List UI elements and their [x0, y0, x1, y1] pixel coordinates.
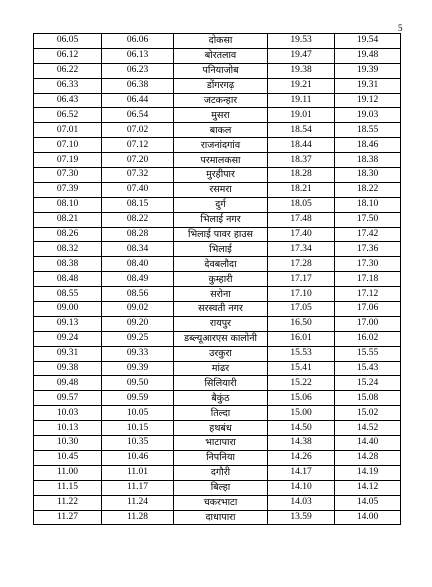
station-name-cell: परमालकसा	[174, 153, 268, 168]
up-arrival-cell: 15.22	[268, 376, 335, 391]
table-row	[34, 138, 401, 153]
table-row	[34, 242, 401, 257]
timetable-body	[34, 34, 401, 525]
up-departure-cell: 14.12	[335, 480, 401, 495]
up-departure-cell: 19.03	[335, 108, 401, 123]
down-arrival-cell: 06.22	[34, 63, 102, 78]
up-arrival-cell: 17.48	[268, 212, 335, 227]
table-row	[34, 376, 401, 391]
down-departure-cell: 09.25	[102, 331, 174, 346]
station-name-cell: सिलियारी	[174, 376, 268, 391]
down-arrival-cell: 08.55	[34, 287, 102, 302]
up-departure-cell: 14.05	[335, 495, 401, 510]
up-arrival-cell: 17.28	[268, 257, 335, 272]
down-arrival-cell: 09.13	[34, 316, 102, 331]
station-name-cell: उरकुरा	[174, 346, 268, 361]
table-row	[34, 78, 401, 93]
station-name-cell: भिलाई नगर	[174, 212, 268, 227]
down-departure-cell: 06.38	[102, 78, 174, 93]
page-number: 5	[398, 23, 403, 33]
up-departure-cell: 17.00	[335, 316, 401, 331]
down-departure-cell: 06.06	[102, 34, 174, 49]
down-arrival-cell: 09.57	[34, 391, 102, 406]
up-arrival-cell: 14.10	[268, 480, 335, 495]
up-departure-cell: 19.31	[335, 78, 401, 93]
up-arrival-cell: 15.06	[268, 391, 335, 406]
down-departure-cell: 06.13	[102, 48, 174, 63]
table-row	[34, 406, 401, 421]
station-name-cell: तिल्दा	[174, 406, 268, 421]
down-departure-cell: 10.15	[102, 421, 174, 436]
table-row	[34, 168, 401, 183]
table-row	[34, 212, 401, 227]
station-name-cell: डब्ल्यूआरएस कालोनी	[174, 331, 268, 346]
down-arrival-cell: 09.24	[34, 331, 102, 346]
up-arrival-cell: 18.21	[268, 182, 335, 197]
station-name-cell: बैकुंठ	[174, 391, 268, 406]
down-arrival-cell: 10.30	[34, 436, 102, 451]
up-departure-cell: 17.36	[335, 242, 401, 257]
up-departure-cell: 18.46	[335, 138, 401, 153]
station-name-cell: बाकल	[174, 123, 268, 138]
down-departure-cell: 07.40	[102, 182, 174, 197]
station-name-cell: जटकन्हार	[174, 93, 268, 108]
up-arrival-cell: 17.17	[268, 272, 335, 287]
table-row	[34, 108, 401, 123]
station-name-cell: दाधापारा	[174, 510, 268, 525]
up-arrival-cell: 18.05	[268, 197, 335, 212]
station-name-cell: दोकसा	[174, 34, 268, 49]
up-arrival-cell: 15.41	[268, 361, 335, 376]
up-departure-cell: 19.12	[335, 93, 401, 108]
down-arrival-cell: 09.48	[34, 376, 102, 391]
station-name-cell: बोरतलाव	[174, 48, 268, 63]
up-arrival-cell: 17.34	[268, 242, 335, 257]
station-name-cell: हथबंध	[174, 421, 268, 436]
table-row	[34, 182, 401, 197]
table-row	[34, 63, 401, 78]
table-row	[34, 361, 401, 376]
up-departure-cell: 17.18	[335, 272, 401, 287]
station-name-cell: कुम्हारी	[174, 272, 268, 287]
up-departure-cell: 14.52	[335, 421, 401, 436]
up-arrival-cell: 19.38	[268, 63, 335, 78]
down-departure-cell: 09.50	[102, 376, 174, 391]
down-arrival-cell: 08.32	[34, 242, 102, 257]
table-row	[34, 436, 401, 451]
down-departure-cell: 10.05	[102, 406, 174, 421]
up-departure-cell: 15.43	[335, 361, 401, 376]
down-arrival-cell: 08.21	[34, 212, 102, 227]
table-row	[34, 197, 401, 212]
table-row	[34, 421, 401, 436]
station-name-cell: दुर्ग	[174, 197, 268, 212]
down-arrival-cell: 06.33	[34, 78, 102, 93]
up-departure-cell: 18.55	[335, 123, 401, 138]
station-name-cell: रसमरा	[174, 182, 268, 197]
table-row	[34, 346, 401, 361]
up-arrival-cell: 14.50	[268, 421, 335, 436]
down-arrival-cell: 08.48	[34, 272, 102, 287]
down-departure-cell: 08.15	[102, 197, 174, 212]
table-row	[34, 287, 401, 302]
station-name-cell: सरोना	[174, 287, 268, 302]
table-row	[34, 316, 401, 331]
down-arrival-cell: 09.31	[34, 346, 102, 361]
down-arrival-cell: 09.38	[34, 361, 102, 376]
station-name-cell: देवबलौदा	[174, 257, 268, 272]
table-row	[34, 510, 401, 525]
up-arrival-cell: 13.59	[268, 510, 335, 525]
down-departure-cell: 08.34	[102, 242, 174, 257]
station-name-cell: चकरभाटा	[174, 495, 268, 510]
up-arrival-cell: 19.11	[268, 93, 335, 108]
table-row	[34, 450, 401, 465]
table-row	[34, 93, 401, 108]
up-departure-cell: 15.02	[335, 406, 401, 421]
down-arrival-cell: 06.12	[34, 48, 102, 63]
station-name-cell: राजनांदगांव	[174, 138, 268, 153]
up-arrival-cell: 18.44	[268, 138, 335, 153]
table-row	[34, 227, 401, 242]
down-departure-cell: 11.28	[102, 510, 174, 525]
down-arrival-cell: 11.22	[34, 495, 102, 510]
table-row	[34, 272, 401, 287]
up-departure-cell: 14.00	[335, 510, 401, 525]
station-name-cell: रायपुर	[174, 316, 268, 331]
down-departure-cell: 06.23	[102, 63, 174, 78]
down-arrival-cell: 07.01	[34, 123, 102, 138]
up-arrival-cell: 19.01	[268, 108, 335, 123]
up-departure-cell: 18.10	[335, 197, 401, 212]
table-row	[34, 391, 401, 406]
table-row	[34, 48, 401, 63]
station-name-cell: दगौरी	[174, 465, 268, 480]
station-name-cell: सरस्वती नगर	[174, 302, 268, 317]
up-departure-cell: 19.48	[335, 48, 401, 63]
table-row	[34, 495, 401, 510]
table-row	[34, 34, 401, 49]
up-departure-cell: 15.24	[335, 376, 401, 391]
down-departure-cell: 08.40	[102, 257, 174, 272]
down-arrival-cell: 07.39	[34, 182, 102, 197]
table-row	[34, 123, 401, 138]
down-arrival-cell: 08.26	[34, 227, 102, 242]
station-name-cell: बिल्हा	[174, 480, 268, 495]
up-arrival-cell: 15.00	[268, 406, 335, 421]
down-arrival-cell: 07.10	[34, 138, 102, 153]
up-departure-cell: 17.42	[335, 227, 401, 242]
down-departure-cell: 09.02	[102, 302, 174, 317]
up-departure-cell: 17.12	[335, 287, 401, 302]
station-name-cell: मांढर	[174, 361, 268, 376]
down-arrival-cell: 06.52	[34, 108, 102, 123]
down-departure-cell: 10.46	[102, 450, 174, 465]
up-arrival-cell: 14.03	[268, 495, 335, 510]
down-arrival-cell: 08.10	[34, 197, 102, 212]
down-departure-cell: 08.49	[102, 272, 174, 287]
down-departure-cell: 08.22	[102, 212, 174, 227]
up-departure-cell: 19.39	[335, 63, 401, 78]
up-departure-cell: 18.38	[335, 153, 401, 168]
down-arrival-cell: 10.45	[34, 450, 102, 465]
down-departure-cell: 06.44	[102, 93, 174, 108]
down-departure-cell: 09.39	[102, 361, 174, 376]
down-arrival-cell: 06.05	[34, 34, 102, 49]
up-arrival-cell: 19.47	[268, 48, 335, 63]
table-row	[34, 480, 401, 495]
up-arrival-cell: 18.37	[268, 153, 335, 168]
down-departure-cell: 09.33	[102, 346, 174, 361]
up-arrival-cell: 17.10	[268, 287, 335, 302]
down-departure-cell: 06.54	[102, 108, 174, 123]
down-departure-cell: 09.20	[102, 316, 174, 331]
up-departure-cell: 17.06	[335, 302, 401, 317]
up-arrival-cell: 17.05	[268, 302, 335, 317]
up-arrival-cell: 14.26	[268, 450, 335, 465]
up-departure-cell: 17.50	[335, 212, 401, 227]
down-departure-cell: 07.32	[102, 168, 174, 183]
down-departure-cell: 09.59	[102, 391, 174, 406]
up-arrival-cell: 15.53	[268, 346, 335, 361]
table-row	[34, 302, 401, 317]
down-departure-cell: 11.24	[102, 495, 174, 510]
down-departure-cell: 07.12	[102, 138, 174, 153]
up-arrival-cell: 19.53	[268, 34, 335, 49]
station-name-cell: पनियाजोब	[174, 63, 268, 78]
down-arrival-cell: 07.19	[34, 153, 102, 168]
up-arrival-cell: 18.54	[268, 123, 335, 138]
down-arrival-cell: 11.00	[34, 465, 102, 480]
up-departure-cell: 14.28	[335, 450, 401, 465]
down-arrival-cell: 06.43	[34, 93, 102, 108]
down-arrival-cell: 10.13	[34, 421, 102, 436]
down-departure-cell: 07.20	[102, 153, 174, 168]
down-arrival-cell: 11.27	[34, 510, 102, 525]
up-departure-cell: 16.02	[335, 331, 401, 346]
down-departure-cell: 11.01	[102, 465, 174, 480]
table-row	[34, 331, 401, 346]
up-departure-cell: 19.54	[335, 34, 401, 49]
timetable	[33, 33, 401, 525]
down-departure-cell: 10.35	[102, 436, 174, 451]
up-departure-cell: 18.30	[335, 168, 401, 183]
table-row	[34, 465, 401, 480]
up-arrival-cell: 14.17	[268, 465, 335, 480]
station-name-cell: भिलाई पावर हाउस	[174, 227, 268, 242]
table-row	[34, 153, 401, 168]
down-departure-cell: 11.17	[102, 480, 174, 495]
up-departure-cell: 17.30	[335, 257, 401, 272]
up-arrival-cell: 16.50	[268, 316, 335, 331]
station-name-cell: भिलाई	[174, 242, 268, 257]
up-departure-cell: 18.22	[335, 182, 401, 197]
up-arrival-cell: 18.28	[268, 168, 335, 183]
up-arrival-cell: 19.21	[268, 78, 335, 93]
station-name-cell: निपनिया	[174, 450, 268, 465]
down-arrival-cell: 09.00	[34, 302, 102, 317]
station-name-cell: भाटापारा	[174, 436, 268, 451]
down-arrival-cell: 10.03	[34, 406, 102, 421]
down-departure-cell: 07.02	[102, 123, 174, 138]
down-arrival-cell: 11.15	[34, 480, 102, 495]
table-row	[34, 257, 401, 272]
up-arrival-cell: 16.01	[268, 331, 335, 346]
up-departure-cell: 14.19	[335, 465, 401, 480]
up-departure-cell: 15.08	[335, 391, 401, 406]
station-name-cell: डोंगरगढ़	[174, 78, 268, 93]
up-arrival-cell: 14.38	[268, 436, 335, 451]
up-departure-cell: 15.55	[335, 346, 401, 361]
down-departure-cell: 08.28	[102, 227, 174, 242]
station-name-cell: मुरहीपार	[174, 168, 268, 183]
down-arrival-cell: 08.38	[34, 257, 102, 272]
down-departure-cell: 08.56	[102, 287, 174, 302]
up-arrival-cell: 17.40	[268, 227, 335, 242]
station-name-cell: मुसरा	[174, 108, 268, 123]
up-departure-cell: 14.40	[335, 436, 401, 451]
down-arrival-cell: 07.30	[34, 168, 102, 183]
